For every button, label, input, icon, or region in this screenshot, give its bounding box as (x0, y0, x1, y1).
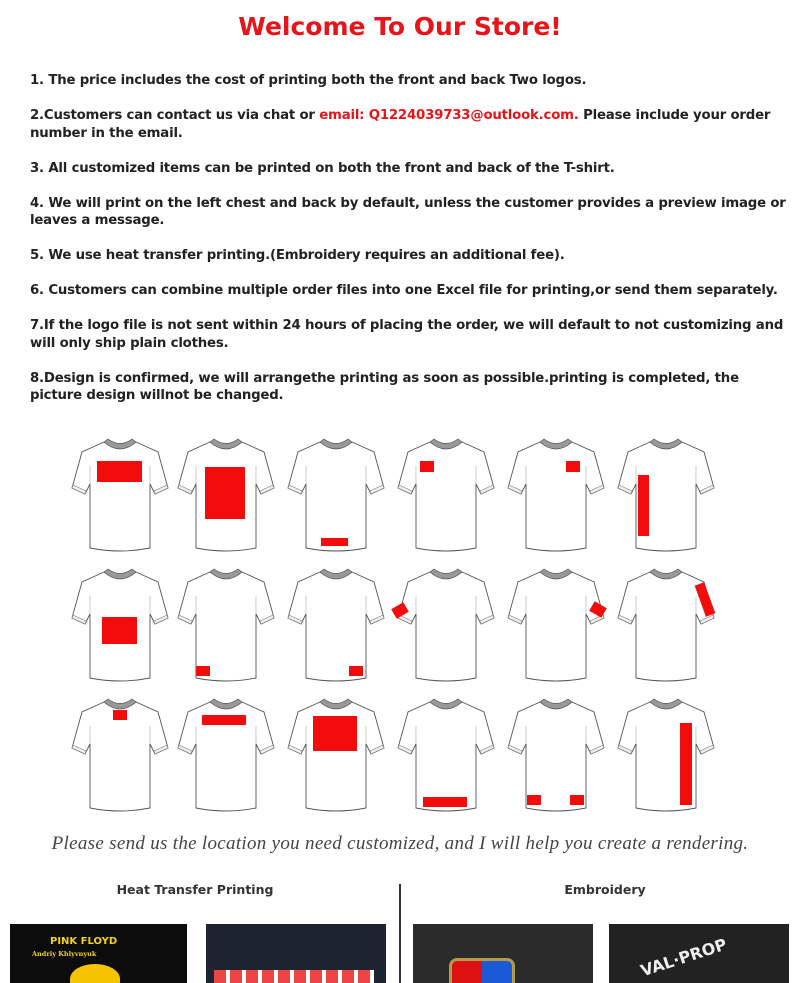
print-area-marker (570, 795, 584, 805)
tshirt-diagram (176, 566, 276, 684)
store-rules (30, 72, 790, 422)
section-divider (399, 884, 401, 983)
rule-2 (30, 107, 790, 142)
rule-4: 4. We will print on the left chest and back by default, unless the customer provides a preview image or leaves a message. (30, 195, 786, 228)
embroidery-label: Embroidery (564, 882, 646, 897)
tshirt-diagram (70, 436, 170, 554)
embroidery-photo-2 (609, 924, 789, 983)
photo-text: Andriy Khlyvnyuk (32, 950, 97, 958)
page-title: Welcome To Our Store! (238, 12, 562, 41)
heat-transfer-photo-1 (10, 924, 187, 983)
print-area-marker (202, 715, 246, 725)
tshirt-diagram (506, 436, 606, 554)
tshirt-diagram (506, 696, 606, 814)
embroidery-photo-1 (413, 924, 593, 983)
sun-graphic (70, 964, 120, 983)
heat-transfer-label: Heat Transfer Printing (116, 882, 274, 897)
tshirt-diagram (396, 566, 496, 684)
tshirt-diagram (616, 436, 716, 554)
print-area-marker (102, 617, 137, 644)
tshirt-diagram (506, 566, 606, 684)
rule-2-text-end: Please include your order number in the email. (30, 108, 771, 141)
print-area-marker (420, 461, 434, 472)
photo-text: PINK FLOYD (50, 936, 118, 947)
print-area-marker (527, 795, 541, 805)
print-area-marker (113, 710, 127, 720)
print-area-marker (313, 716, 357, 751)
print-area-marker (205, 467, 245, 519)
rule-7: 7.If the logo file is not sent within 24 hours of placing the order, we will default to not customizing and will only ship plain clothes. (30, 318, 784, 351)
print-graphic (214, 970, 374, 983)
tshirt-diagram (176, 696, 276, 814)
rule-1: 1. The price includes the cost of printing both the front and back Two logos. (30, 73, 587, 88)
print-area-marker (680, 723, 692, 805)
rule-2-text: 2.Customers can contact us via chat or (30, 108, 320, 123)
contact-email[interactable]: email: Q1224039733@outlook.com. (319, 108, 579, 123)
rule-8: 8.Design is confirmed, we will arrangethe printing as soon as possible.printing is completed, the picture design willnot be changed. (30, 370, 739, 403)
rule-5: 5. We use heat transfer printing.(Embroidery requires an additional fee). (30, 248, 565, 263)
print-area-marker (423, 797, 467, 807)
print-area-marker (566, 461, 580, 472)
rule-3: 3. All customized items can be printed on both the front and back of the T-shirt. (30, 160, 615, 176)
heat-transfer-photo-2 (206, 924, 386, 983)
photo-text: VAL·PROP (638, 934, 730, 981)
print-area-marker (349, 666, 363, 676)
tshirt-diagram (286, 696, 386, 814)
tshirt-diagram (286, 566, 386, 684)
tshirt-diagram (286, 436, 386, 554)
print-area-marker (638, 475, 649, 536)
patch-graphic (449, 958, 515, 983)
print-area-marker (97, 461, 142, 482)
print-area-marker (196, 666, 210, 676)
customization-note: Please send us the location you need customized, and I will help you create a rendering. (51, 833, 749, 854)
tshirt-diagram (616, 696, 716, 814)
print-area-marker (321, 538, 348, 546)
rule-6: 6. Customers can combine multiple order files into one Excel file for printing,or send them separately. (30, 283, 778, 298)
tshirt-diagram (396, 436, 496, 554)
